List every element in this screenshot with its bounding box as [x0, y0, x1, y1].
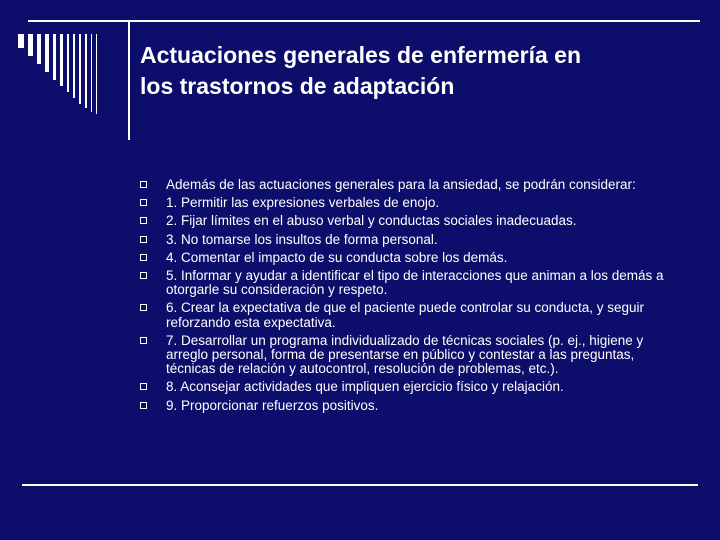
list-item [140, 380, 680, 394]
list-item [140, 251, 680, 265]
list-item [140, 233, 680, 247]
bullet-text: 3. No tomarse los insultos de forma personal. [166, 231, 438, 247]
square-outline-bullet-icon [140, 383, 147, 390]
list-item [140, 178, 680, 192]
square-outline-bullet-icon [140, 199, 147, 206]
square-outline-bullet-icon [140, 272, 147, 279]
list-item [140, 269, 680, 297]
title-line-1: Actuaciones generales de enfermería en [140, 42, 582, 68]
bottom-rule [22, 484, 698, 486]
square-outline-bullet-icon [140, 217, 147, 224]
decorative-stripes [14, 34, 124, 120]
list-item [140, 214, 680, 228]
square-outline-bullet-icon [140, 236, 147, 243]
title-line-2: los trastornos de adaptación [140, 73, 455, 99]
square-outline-bullet-icon [140, 337, 147, 344]
bullet-list [140, 178, 680, 417]
square-outline-bullet-icon [140, 402, 147, 409]
bullet-text: 7. Desarrollar un programa individualizado de técnicas sociales (p. ej., higiene y arreglo personal, forma de presentarse en público y contestar a las preguntas, técnicas de relación y autocontrol, resolución de problemas, etc.). [166, 332, 644, 377]
square-outline-bullet-icon [140, 304, 147, 311]
bullet-text: 4. Comentar el impacto de su conducta sobre los demás. [166, 249, 508, 265]
bullet-text: 9. Proporcionar refuerzos positivos. [166, 397, 379, 413]
bullet-text: 6. Crear la expectativa de que el paciente puede controlar su conducta, y seguir reforzando esta expectativa. [166, 300, 645, 330]
bullet-text: 8. Aconsejar actividades que impliquen ejercicio físico y relajación. [166, 379, 564, 395]
bullet-text: 2. Fijar límites en el abuso verbal y conductas sociales inadecuadas. [166, 213, 577, 229]
list-item [140, 301, 680, 329]
slide-title [140, 40, 700, 102]
square-outline-bullet-icon [140, 181, 147, 188]
list-item [140, 196, 680, 210]
list-item [140, 334, 680, 377]
bullet-text: 5. Informar y ayudar a identificar el tipo de interacciones que animan a los demás a otorgarle su consideración y respeto. [166, 268, 664, 298]
bullet-text: 1. Permitir las expresiones verbales de enojo. [166, 195, 440, 211]
list-item [140, 399, 680, 413]
title-vertical-rule [128, 20, 130, 140]
square-outline-bullet-icon [140, 254, 147, 261]
bullet-text: Además de las actuaciones generales para la ansiedad, se podrán considerar: [166, 177, 636, 192]
